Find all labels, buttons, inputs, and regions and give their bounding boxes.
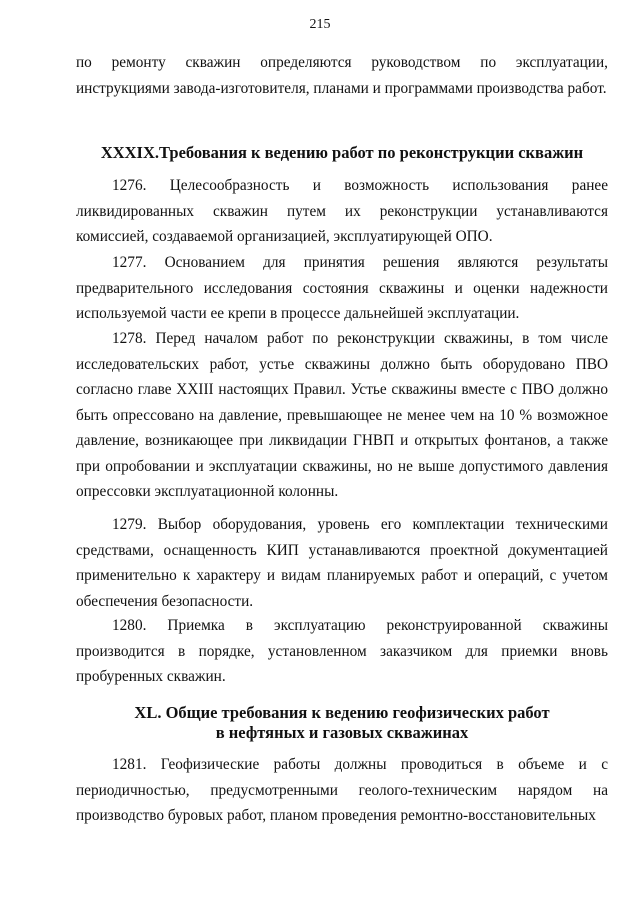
intro-paragraph: по ремонту скважин определяются руководством по эксплуатации, инструкциями завода-изготовителя, планами и программами производства работ. xyxy=(76,54,608,97)
paragraph-1278: 1278. Перед началом работ по реконструкции скважины, в том числе исследовательских работ, устье скважины должно быть оборудовано ПВО согласно главе XXIII настоящих Правил. Устье скважины вместе с ПВО должно быть опрессовано на давление, превышающее не менее чем на 10 % возможное давление, возникающее при ликвидации ГНВП и открытых фонтанов, а также при опробовании и эксплуатации скважины, но не выше допустимого давления опрессовки эксплуатационной колонны. xyxy=(76,330,608,500)
section-39-heading: XXXIX.Требования к ведению работ по реконструкции скважин xyxy=(100,143,584,162)
paragraph-1277: 1277. Основанием для принятия решения являются результаты предварительного исследования состояния скважины и оценки надежности используемой части ее крепи в процессе дальнейшей эксплуатации. xyxy=(76,254,608,322)
paragraph-1280: 1280. Приемка в эксплуатацию реконструированной скважины производится в порядке, установленном заказчиком для приемки вновь пробуренных скважин. xyxy=(76,617,608,685)
section-40-heading-line1: XL. Общие требования к ведению геофизических работ xyxy=(134,703,550,722)
paragraph-1276: 1276. Целесообразность и возможность использования ранее ликвидированных скважин путем их реконструкции устанавливаются комиссией, создаваемой организацией, эксплуатирующей ОПО. xyxy=(76,177,608,245)
section-40-heading xyxy=(76,703,608,743)
page-number: 215 xyxy=(309,17,331,32)
paragraph-1279: 1279. Выбор оборудования, уровень его комплектации техническими средствами, оснащенность КИП устанавливаются проектной документацией применительно к характеру и видам планируемых работ и операций, с учетом обеспечения безопасности. xyxy=(76,516,608,610)
section-40-heading-line2: в нефтяных и газовых скважинах xyxy=(215,723,469,742)
paragraph-1281: 1281. Геофизические работы должны проводиться в объеме и с периодичностью, предусмотренными геолого-техническим нарядом на производство буровых работ, планом проведения ремонтно-восстановительных xyxy=(76,756,608,824)
